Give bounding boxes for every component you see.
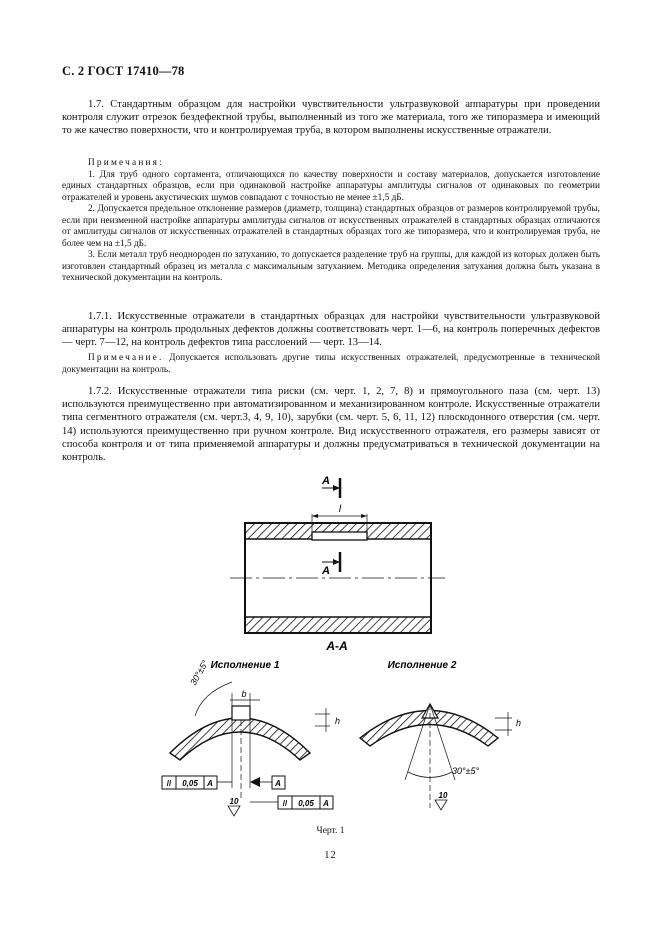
single-note bbox=[62, 353, 600, 376]
figure-caption: Черт. 1 bbox=[316, 826, 345, 836]
note-2: 2. Допускается предельное отклонение размеров (диаметр, толщина) стандартных образцов от размеров контролируемой трубы, если при неизменной настройке аппаратуры амплитуды сигналов от искусственных отражателей в стандартных образцах отличаются от амплитуды сигналов от искусственных отражателей в стандартных образцах того же типоразмера, что и контролируемая труба, не более чем на ±1,5 дБ. bbox=[62, 204, 600, 249]
pipe-wall-bottom bbox=[245, 617, 431, 633]
paragraph-1-7 bbox=[62, 98, 600, 138]
notch-reflector bbox=[312, 532, 367, 540]
variant-1-drawing bbox=[162, 658, 340, 816]
paragraph-1-7-1 bbox=[62, 310, 600, 350]
datum-a-label: А bbox=[275, 779, 281, 788]
tolerance-2-datum: А bbox=[323, 799, 329, 808]
paragraph-1-7-2 bbox=[62, 385, 600, 464]
angle-1-label: 30°±5° bbox=[188, 658, 211, 687]
dimension-l-label: l bbox=[338, 504, 342, 515]
tolerance-1-value: 0,05 bbox=[182, 779, 198, 788]
single-note-title: Примечание. bbox=[88, 353, 164, 363]
variant-1-notch bbox=[232, 706, 250, 720]
section-mark-top: А bbox=[322, 475, 330, 487]
paragraph-text: 1.7.1. Искусственные отражатели в стандартных образцах для настройки чувствительности ультразвуковой аппаратуры на контроль продольных дефектов должны соответствовать черт. 1—6, на контроль поперечных дефектов — черт. 7—12, на контроль дефектов типа расслоений — черт. 13—14. bbox=[62, 311, 600, 349]
note-1: 1. Для труб одного сортамента, отличающихся по качеству поверхности и составу материалов, допускается изготовление единых стандартных образцов, если при одинаковой настройке аппаратуры амплитуды сигналов от одинаковых по геометрии отражателей и уровень акустических шумов совпадают с точностью не менее ±1,5 дБ. bbox=[62, 169, 600, 203]
roughness-1-symbol bbox=[228, 806, 240, 816]
variant-2-title: Исполнение 2 bbox=[387, 660, 457, 671]
tolerance-1-symbol: // bbox=[166, 779, 172, 788]
page-header: С. 2 ГОСТ 17410—78 bbox=[62, 64, 185, 78]
section-mark-bottom: А bbox=[322, 565, 330, 577]
pipe-longitudinal-view bbox=[230, 475, 445, 653]
variant-2-drawing bbox=[360, 660, 521, 810]
drawing-chart-1 bbox=[140, 468, 540, 828]
tolerance-1-datum: А bbox=[207, 779, 213, 788]
note-3: 3. Если металл труб неоднороден по затуханию, то допускается разделение труб на группы, для каждой из которых должен быть изготовлен стандартный образец из металла с максимальным затуханием. Методика определения затухания должна быть указана в технической документации на контроль. bbox=[62, 250, 600, 283]
angle-2-label: 30°±5° bbox=[452, 766, 480, 776]
tolerance-2-symbol: // bbox=[282, 799, 288, 808]
dimension-h2-label: h bbox=[516, 718, 522, 728]
variant-1-title: Исполнение 1 bbox=[210, 660, 280, 671]
dimension-b-label: b bbox=[241, 689, 247, 699]
notes-block bbox=[62, 158, 600, 285]
dimension-h1-label: h bbox=[335, 716, 341, 726]
section-title: А-А bbox=[326, 639, 348, 653]
roughness-2-value: 10 bbox=[438, 791, 448, 800]
paragraph-text: 1.7.2. Искусственные отражатели типа риски (см. черт. 1, 2, 7, 8) и прямоугольного паза (см. черт. 13) используются преимущественно при автоматизированном и механизированном контроле. Искусственные отражатели типа сегментного отражателя (см. черт.3, 4, 9, 10), зарубки (см. черт. 5, 6, 11, 12) плоскодонного отверстия (см. черт. 14) используются преимущественно при ручном контроле. Вид искусственного отражателя, его размеры зависят от способа контроля и от типа применяемой аппаратуры и должны предусматриваться в технической документации на контроль. bbox=[62, 386, 600, 464]
variant-1-wall bbox=[170, 718, 310, 760]
tolerance-2-value: 0,05 bbox=[298, 799, 314, 808]
angle-arc-1 bbox=[195, 682, 232, 716]
page-number: 12 bbox=[324, 850, 337, 861]
notes-title: Примечания: bbox=[88, 158, 164, 168]
paragraph-text: 1.7. Стандартным образцом для настройки чувствительности ультразвуковой аппаратуры при проведении контроля служит отрезок бездефектной трубы, выполненный из того же материала, того же типоразмера и имеющий то же качество поверхности, что и контролируемая труба, в котором выполнены искусственные отражатели. bbox=[62, 99, 600, 137]
roughness-1-value: 10 bbox=[229, 797, 239, 806]
roughness-2-symbol bbox=[435, 800, 447, 810]
single-note-text: Допускается использовать другие типы искусственных отражателей, предусмотренные в технической документации на контроль. bbox=[62, 353, 600, 375]
